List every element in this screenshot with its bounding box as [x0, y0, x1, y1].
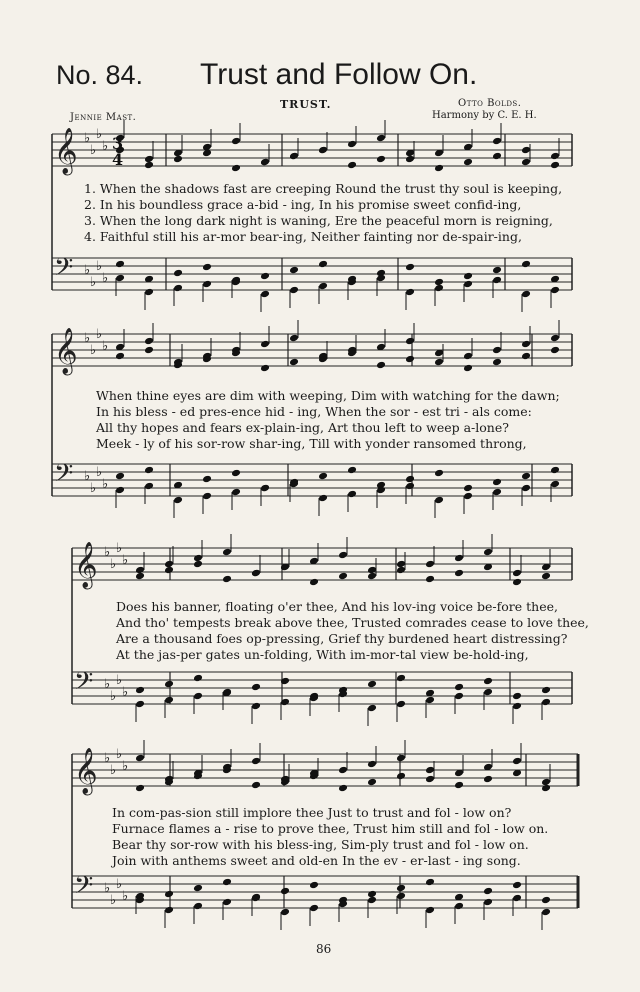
lyric-line: Meek - ly of his sor-row shar-ing, Till with yonder ransomed throng,	[96, 436, 527, 451]
notehead	[115, 260, 125, 269]
notehead	[222, 898, 232, 907]
notehead	[338, 766, 348, 775]
notehead	[347, 161, 357, 170]
notehead	[309, 881, 319, 890]
notehead	[434, 284, 444, 293]
notehead	[425, 906, 435, 915]
notehead	[289, 286, 299, 295]
composer-credit: Otto Bolds.	[458, 98, 522, 109]
notehead	[550, 286, 560, 295]
notehead	[454, 683, 464, 692]
flat-icon: ♭	[104, 545, 111, 560]
notehead	[463, 364, 473, 373]
treble-clef-icon: 𝄞	[54, 328, 78, 374]
notehead	[483, 688, 493, 697]
lyric-line: In his bless - ed pres-ence hid - ing, When the sor - est tri - als come:	[96, 404, 532, 419]
notehead	[231, 137, 241, 146]
notehead	[434, 496, 444, 505]
notehead	[454, 569, 464, 578]
notehead	[512, 702, 522, 711]
notehead	[173, 284, 183, 293]
flat-icon: ♭	[116, 747, 123, 762]
notehead	[231, 164, 241, 173]
notehead	[164, 890, 174, 899]
flat-icon: ♭	[96, 127, 103, 142]
notehead	[338, 572, 348, 581]
lyric-line: Furnace flames a - rise to prove thee, Trust him still and fol - low on.	[112, 821, 549, 836]
flat-icon: ♭	[122, 685, 129, 700]
notehead	[405, 482, 415, 491]
notehead	[135, 686, 145, 695]
notehead	[144, 346, 154, 355]
notehead	[173, 155, 183, 164]
notehead	[396, 560, 406, 569]
notehead	[425, 575, 435, 584]
notehead	[309, 904, 319, 913]
notehead	[115, 274, 125, 283]
notehead	[251, 757, 261, 766]
flat-icon: ♭	[102, 271, 109, 286]
notehead	[550, 334, 560, 343]
notehead	[512, 578, 522, 587]
notehead	[550, 346, 560, 355]
notehead	[318, 494, 328, 503]
notehead	[521, 146, 531, 155]
notehead	[135, 700, 145, 709]
flat-icon: ♭	[122, 889, 129, 904]
notehead	[231, 469, 241, 478]
notehead	[492, 266, 502, 275]
notehead	[135, 784, 145, 793]
notehead	[454, 902, 464, 911]
notehead	[405, 288, 415, 297]
notehead	[521, 158, 531, 167]
flat-icon: ♭	[104, 677, 111, 692]
notehead	[405, 337, 415, 346]
notehead	[463, 492, 473, 501]
lyric-line: Are a thousand foes op-pressing, Grief thy burdened heart distressing?	[116, 631, 568, 646]
notehead	[289, 334, 299, 343]
notehead	[512, 894, 522, 903]
notehead	[367, 778, 377, 787]
notehead	[193, 902, 203, 911]
page-number: 86	[316, 942, 332, 956]
notehead	[347, 140, 357, 149]
notehead	[347, 466, 357, 475]
notehead	[492, 137, 502, 146]
notehead	[396, 772, 406, 781]
notehead	[367, 896, 377, 905]
notehead	[454, 781, 464, 790]
notehead	[164, 680, 174, 689]
notehead	[463, 352, 473, 361]
notehead	[541, 572, 551, 581]
lyric-line: Join with anthems sweet and old-en In the ev - er-last - ing song.	[112, 853, 521, 868]
notehead	[222, 878, 232, 887]
notehead	[550, 152, 560, 161]
notehead	[521, 472, 531, 481]
flat-icon: ♭	[102, 339, 109, 354]
flat-icon: ♭	[110, 763, 117, 778]
notehead	[289, 358, 299, 367]
notehead	[251, 569, 261, 578]
notehead	[550, 466, 560, 475]
lyricist-credit: Jennie Mast.	[70, 112, 137, 123]
notehead	[434, 358, 444, 367]
notehead	[492, 478, 502, 487]
notehead	[318, 146, 328, 155]
time-signature-top: 3	[112, 134, 124, 153]
notehead	[483, 677, 493, 686]
hymn-title: Trust and Follow On.	[200, 58, 478, 91]
hymn-number: No. 84.	[56, 60, 144, 90]
notehead	[541, 908, 551, 917]
notehead	[492, 346, 502, 355]
flat-icon: ♭	[116, 877, 123, 892]
notehead	[193, 692, 203, 701]
notehead	[483, 898, 493, 907]
notehead	[425, 560, 435, 569]
notehead	[405, 475, 415, 484]
notehead	[512, 692, 522, 701]
notehead	[164, 906, 174, 915]
notehead	[541, 896, 551, 905]
notehead	[425, 766, 435, 775]
lyric-line: Bear thy sor-row with his bless-ing, Sim-ply trust and fol - low on.	[112, 837, 529, 852]
notehead	[289, 152, 299, 161]
notehead	[115, 472, 125, 481]
flat-icon: ♭	[104, 881, 111, 896]
flat-icon: ♭	[116, 541, 123, 556]
notehead	[251, 683, 261, 692]
flat-icon: ♭	[84, 469, 91, 484]
treble-clef-icon: 𝄞	[74, 748, 98, 794]
notehead	[115, 352, 125, 361]
flat-icon: ♭	[104, 751, 111, 766]
lyric-line: 3. When the long dark night is waning, Ere the peaceful morn is reigning,	[84, 213, 553, 228]
flat-icon: ♭	[96, 327, 103, 342]
notehead	[541, 784, 551, 793]
notehead	[260, 484, 270, 493]
notehead	[231, 488, 241, 497]
flat-icon: ♭	[84, 263, 91, 278]
lyric-line: At the jas-per gates un-folding, With im-mor-tal view be-hold-ing,	[116, 647, 529, 662]
notehead	[396, 754, 406, 763]
lyric-line: Does his banner, floating o'er thee, And his lov-ing voice be-fore thee,	[116, 599, 558, 614]
flat-icon: ♭	[122, 759, 129, 774]
flat-icon: ♭	[110, 557, 117, 572]
notehead	[347, 490, 357, 499]
notehead	[396, 674, 406, 683]
notehead	[492, 276, 502, 285]
notehead	[202, 263, 212, 272]
notehead	[376, 155, 386, 164]
flat-icon: ♭	[90, 343, 97, 358]
flat-icon: ♭	[102, 139, 109, 154]
notehead	[222, 548, 232, 557]
notehead	[463, 484, 473, 493]
flat-icon: ♭	[96, 259, 103, 274]
notehead	[405, 263, 415, 272]
lyric-line: And tho' tempests break above thee, Trusted comrades cease to love thee,	[116, 615, 589, 630]
flat-icon: ♭	[90, 275, 97, 290]
notehead	[202, 492, 212, 501]
notehead	[367, 680, 377, 689]
notehead	[280, 908, 290, 917]
flat-icon: ♭	[110, 689, 117, 704]
notehead	[260, 364, 270, 373]
notehead	[193, 674, 203, 683]
notehead	[193, 560, 203, 569]
notehead	[251, 702, 261, 711]
notehead	[260, 290, 270, 299]
notehead	[144, 288, 154, 297]
notehead	[338, 784, 348, 793]
notehead	[463, 158, 473, 167]
notehead	[521, 260, 531, 269]
lyric-line: In com-pas-sion still implore thee Just to trust and fol - low on?	[112, 805, 512, 820]
tune-name: TRUST.	[280, 98, 332, 111]
lyric-line: All thy hopes and fears ex-plain-ing, Art thou left to weep a-lone?	[96, 420, 509, 435]
notehead	[144, 161, 154, 170]
notehead	[202, 475, 212, 484]
notehead	[396, 884, 406, 893]
notehead	[173, 269, 183, 278]
bass-clef-icon: 𝄢	[74, 871, 94, 906]
flat-icon: ♭	[96, 465, 103, 480]
notehead	[280, 887, 290, 896]
notehead	[222, 575, 232, 584]
flat-icon: ♭	[102, 477, 109, 492]
notehead	[193, 884, 203, 893]
notehead	[492, 488, 502, 497]
notehead	[521, 484, 531, 493]
notehead	[550, 480, 560, 489]
notehead	[425, 878, 435, 887]
notehead	[260, 158, 270, 167]
harmony-credit: Harmony by C. E. H.	[432, 110, 537, 121]
lyric-line: 2. In his boundless grace a-bid - ing, In his promise sweet confid-ing,	[84, 197, 522, 212]
notehead	[318, 282, 328, 291]
lyric-line: When thine eyes are dim with weeping, Dim with watching for the dawn;	[96, 388, 560, 403]
notehead	[260, 272, 270, 281]
notehead	[434, 164, 444, 173]
notehead	[318, 472, 328, 481]
notehead	[164, 566, 174, 575]
notehead	[512, 569, 522, 578]
notehead	[144, 337, 154, 346]
notehead	[396, 892, 406, 901]
notehead	[376, 361, 386, 370]
notehead	[367, 760, 377, 769]
notehead	[463, 280, 473, 289]
notehead	[135, 754, 145, 763]
notehead	[521, 290, 531, 299]
notehead	[483, 775, 493, 784]
notehead	[202, 280, 212, 289]
notehead	[367, 566, 377, 575]
notehead	[463, 272, 473, 281]
notehead	[260, 340, 270, 349]
notehead	[550, 161, 560, 170]
notehead	[115, 486, 125, 495]
flat-icon: ♭	[122, 553, 129, 568]
notehead	[338, 551, 348, 560]
notehead	[376, 134, 386, 143]
notehead	[541, 698, 551, 707]
notehead	[483, 887, 493, 896]
notehead	[454, 692, 464, 701]
flat-icon: ♭	[90, 481, 97, 496]
notehead	[135, 572, 145, 581]
time-signature-bottom: 4	[112, 150, 124, 169]
lyric-line: 1. When the shadows fast are creeping Round the trust thy soul is keeping,	[84, 181, 563, 196]
notehead	[512, 881, 522, 890]
notehead	[521, 340, 531, 349]
notehead	[367, 704, 377, 713]
notehead	[541, 686, 551, 695]
notehead	[454, 554, 464, 563]
notehead	[289, 266, 299, 275]
bass-clef-icon: 𝄢	[54, 459, 74, 494]
flat-icon: ♭	[110, 893, 117, 908]
notehead	[405, 355, 415, 364]
notehead	[318, 260, 328, 269]
treble-clef-icon: 𝄞	[74, 542, 98, 588]
notehead	[425, 775, 435, 784]
notehead	[251, 781, 261, 790]
notehead	[434, 469, 444, 478]
bass-clef-icon: 𝄢	[54, 253, 74, 288]
notehead	[164, 696, 174, 705]
flat-icon: ♭	[90, 143, 97, 158]
flat-icon: ♭	[84, 331, 91, 346]
notehead	[521, 352, 531, 361]
notehead	[173, 496, 183, 505]
notehead	[396, 700, 406, 709]
notehead	[492, 152, 502, 161]
treble-clef-icon: 𝄞	[54, 128, 78, 174]
notehead	[483, 548, 493, 557]
notehead	[309, 578, 319, 587]
notehead	[425, 696, 435, 705]
bass-clef-icon: 𝄢	[74, 667, 94, 702]
flat-icon: ♭	[116, 673, 123, 688]
notehead	[144, 466, 154, 475]
notehead	[512, 757, 522, 766]
lyric-line: 4. Faithful still his ar-mor bear-ing, Neither fainting nor de-spair-ing,	[84, 229, 522, 244]
notehead	[492, 358, 502, 367]
flat-icon: ♭	[84, 131, 91, 146]
notehead	[144, 482, 154, 491]
